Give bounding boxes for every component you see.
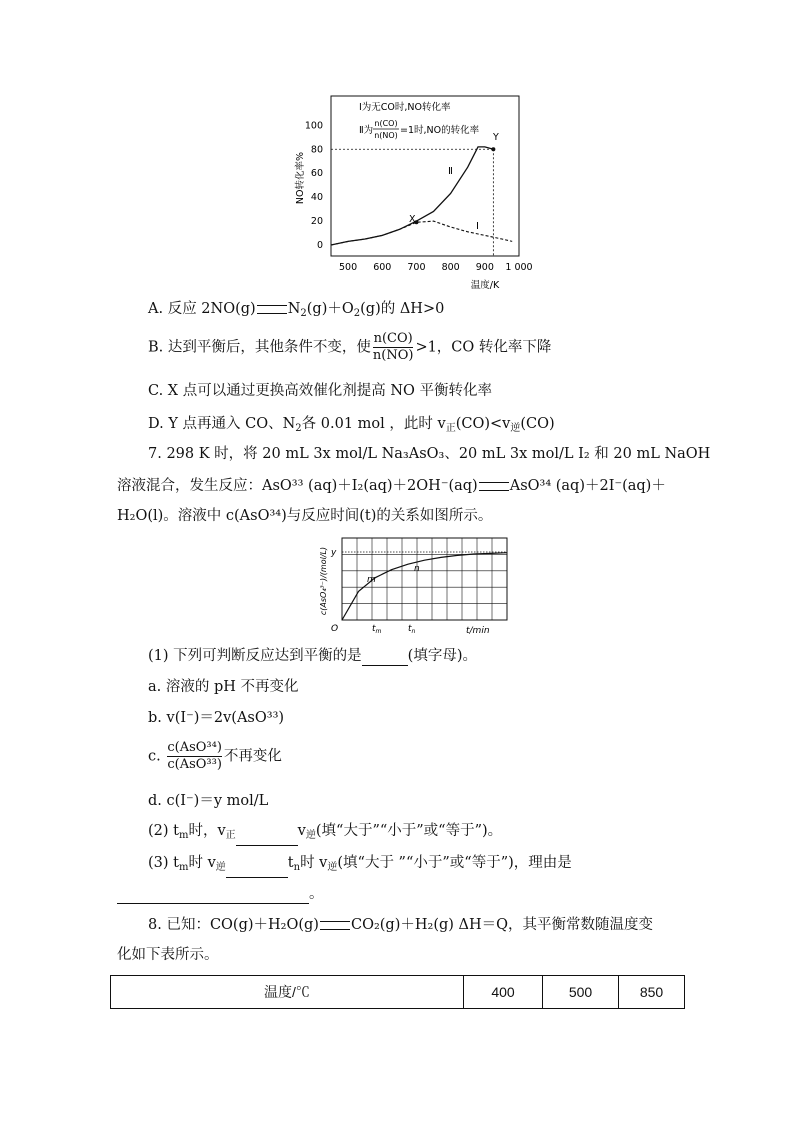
y-tick-label: 0 bbox=[316, 240, 323, 251]
x-tick-label: 700 bbox=[407, 262, 426, 273]
q7-choice-d: d. c(I⁻)＝y mol/L bbox=[148, 793, 269, 809]
answer-blank[interactable] bbox=[236, 831, 298, 846]
curve-label-II: Ⅱ bbox=[448, 166, 453, 177]
option-d: D. Y 点再通入 CO、$N_2$各 0.01 mol ，此时 $v_正(CO)<v_逆(CO)$ bbox=[148, 416, 555, 434]
arsenate-concentration-chart bbox=[314, 535, 514, 640]
legend-line-2-den: n(NO) bbox=[374, 131, 398, 140]
x-tick-label: 800 bbox=[441, 262, 460, 273]
equilibrium-arrow-icon bbox=[320, 921, 350, 930]
concentration-ratio: $\frac{\text{c(AsO³⁴)}}{\text{c(AsO³³)}}$ bbox=[167, 740, 222, 772]
y-tick-label: 80 bbox=[310, 144, 323, 156]
option-c: C. X 点可以通过更换高效催化剂提高 NO 平衡转化率 bbox=[148, 383, 493, 399]
q7-choice-b: b. v(I⁻)＝2v(AsO³³) bbox=[148, 710, 285, 726]
x-tick-label: 600 bbox=[373, 262, 392, 273]
origin-label: O bbox=[331, 624, 339, 634]
point-n-label: n bbox=[414, 564, 420, 574]
curve-label-I: Ⅰ bbox=[476, 221, 479, 232]
y-tick-label: 20 bbox=[310, 216, 323, 228]
y-tick-label: 100 bbox=[304, 120, 323, 132]
legend-line-2-prefix: Ⅱ为 bbox=[359, 125, 374, 136]
q7-line-2: 溶液混合，发生反应：AsO³³ (aq)＋I₂(aq)＋2OH⁻(aq) AsO³⁴ (aq)＋2I⁻(aq)＋ bbox=[117, 478, 666, 494]
x-axis-label: t/min bbox=[466, 626, 490, 636]
q7-line-1: 7. 298 K 时，将 20 mL 3x mol/L Na₃AsO₃、20 mL 3x mol/L I₂ 和 20 mL NaOH bbox=[148, 446, 711, 462]
legend-line-2-num: n(CO) bbox=[374, 119, 398, 128]
option-a: A. 反应 2NO(g) $N_2(g)+O_2(g)$的 ΔH>0 bbox=[148, 301, 445, 319]
y-tick-labels bbox=[305, 120, 323, 251]
q7-choice-a: a. 溶液的 pH 不再变化 bbox=[148, 679, 299, 695]
answer-blank[interactable] bbox=[117, 889, 309, 904]
header-temperature: 温度/℃ bbox=[111, 976, 464, 1009]
tm-label: $t_m$ bbox=[372, 624, 382, 635]
ratio-fraction: $\frac{n(CO)}{n(NO)}$ bbox=[372, 331, 414, 363]
legend-line-2-suffix: =1时,NO的转化率 bbox=[400, 125, 480, 136]
series-curve-II bbox=[331, 147, 493, 245]
series-curve-I bbox=[331, 221, 512, 245]
header-500: 500 bbox=[543, 976, 619, 1009]
x-tick-label: 900 bbox=[475, 262, 494, 273]
answer-blank[interactable] bbox=[362, 651, 408, 666]
no-conversion-chart bbox=[285, 92, 545, 297]
q8-line-2: 化如下表所示。 bbox=[117, 947, 219, 963]
y-axis-label: NO转化率% bbox=[295, 151, 306, 205]
y-axis-label: c(AsO₄³⁻)/(mol/L) bbox=[319, 546, 328, 616]
y-tick-label: 40 bbox=[310, 192, 323, 204]
q7-sub-1: (1) 下列可判断反应达到平衡的是 (填字母)。 bbox=[148, 648, 477, 664]
q8-line-1: 8. 已知：CO(g)＋H₂O(g) CO₂(g)＋H₂(g) ΔH＝Q，其平衡常数随温度变 bbox=[148, 917, 654, 933]
equilibrium-constant-table bbox=[110, 975, 685, 1009]
q7-sub-3: (3) $t_m$时 $v_逆$ $t_n$时 $v_逆$(填“大于 ”“小于”或“等于”)，理由是 bbox=[148, 853, 572, 878]
x-axis-label: 温度/K bbox=[470, 280, 500, 291]
header-400: 400 bbox=[464, 976, 543, 1009]
point-y bbox=[491, 147, 495, 151]
q7-line-3: H₂O(l)。溶液中 c(AsO³⁴)与反应时间(t)的关系如图所示。 bbox=[117, 508, 493, 524]
legend-line-1: Ⅰ为无CO时,NO转化率 bbox=[359, 102, 451, 113]
x-tick-labels bbox=[339, 262, 533, 273]
q7-sub-2: (2) $t_m$时，$v_正$ $v_逆$(填“大于”“小于”或“等于”)。 bbox=[148, 821, 502, 846]
label-x: X bbox=[409, 214, 416, 225]
label-y: Y bbox=[493, 132, 499, 143]
tn-label: $t_n$ bbox=[408, 624, 416, 635]
q7-sub-3-reason: 。 bbox=[117, 884, 324, 904]
x-tick-label: 1 000 bbox=[505, 262, 533, 273]
plot-frame bbox=[331, 96, 519, 256]
point-m-label: m bbox=[367, 575, 376, 585]
q7-choice-c: c. $\frac{\text{c(AsO³⁴)}}{\text{c(AsO³³)}}$ 不再变化 bbox=[148, 740, 282, 772]
equilibrium-arrow-icon bbox=[257, 305, 287, 314]
concentration-curve bbox=[342, 553, 507, 620]
table-row bbox=[111, 976, 685, 1009]
y-tick-label: 60 bbox=[310, 168, 323, 180]
y-value-label: y bbox=[331, 548, 337, 558]
option-b: B. 达到平衡后，其他条件不变，使 $\frac{n(CO)}{n(NO)}$ >1，CO 转化率下降 bbox=[148, 331, 552, 363]
header-850: 850 bbox=[619, 976, 685, 1009]
answer-blank[interactable] bbox=[226, 863, 288, 878]
x-tick-label: 500 bbox=[339, 262, 358, 273]
equilibrium-arrow-icon bbox=[479, 482, 509, 491]
